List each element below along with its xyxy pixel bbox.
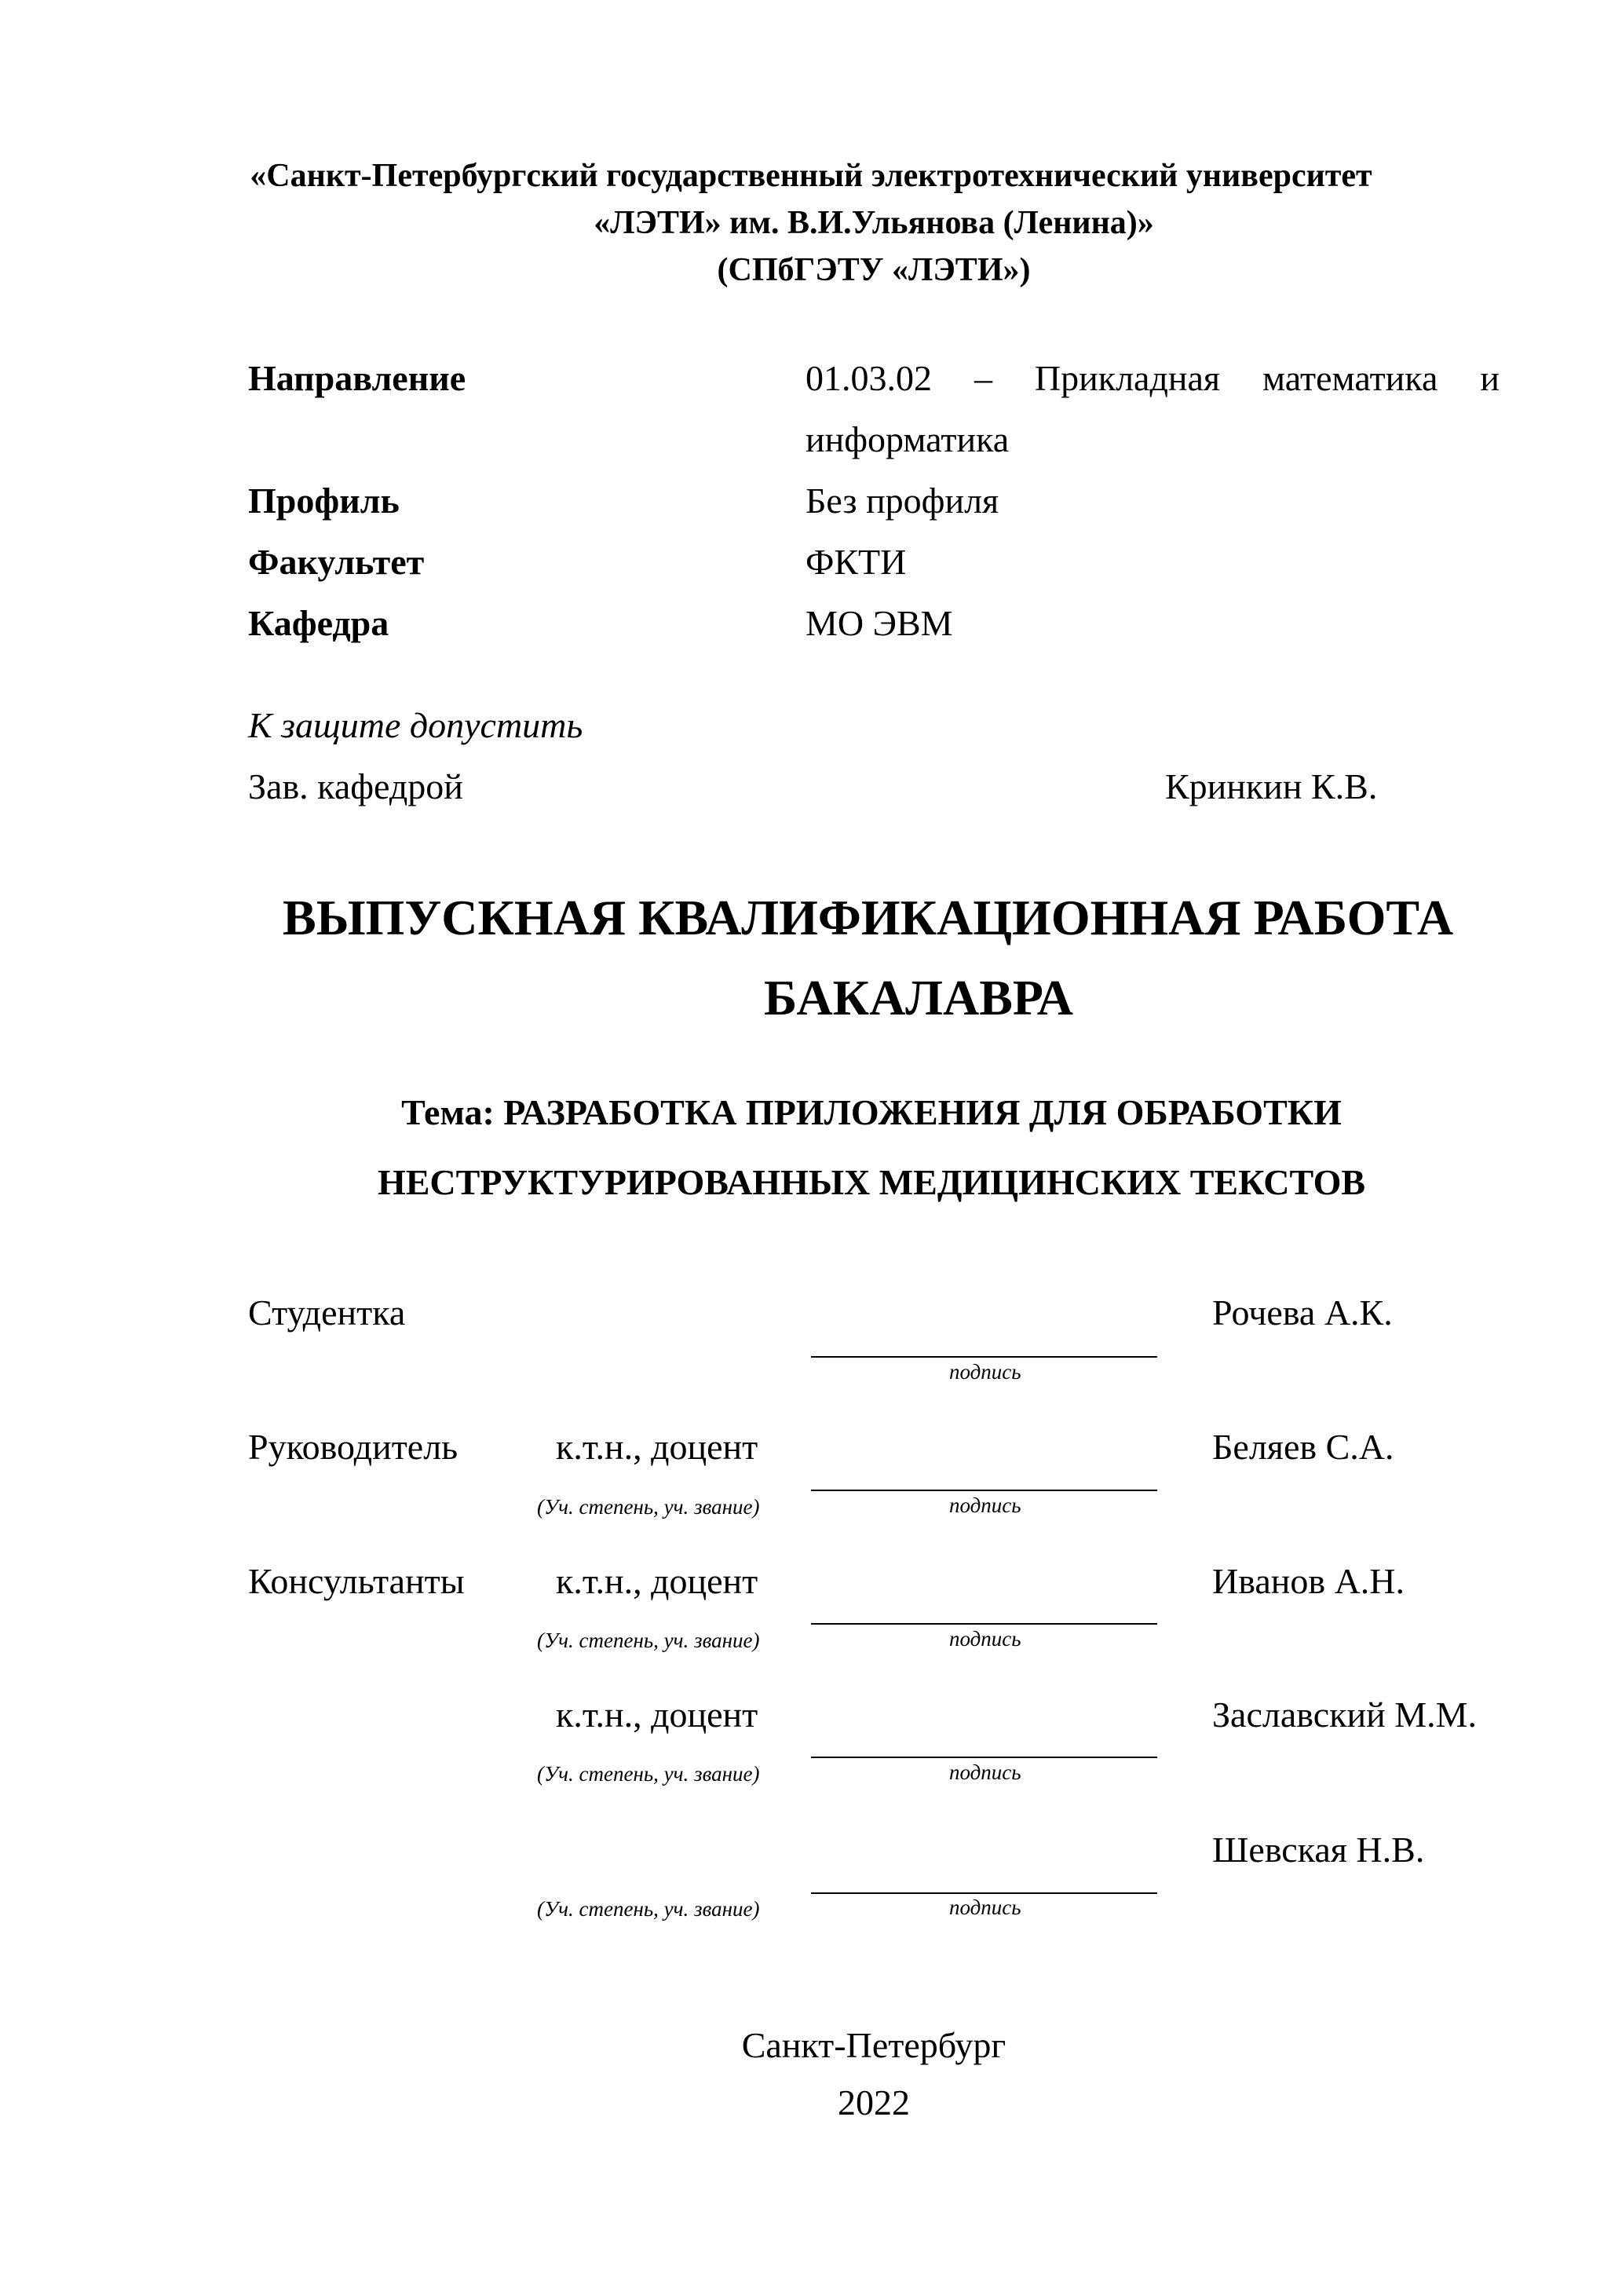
theme-line1: Тема: РАЗРАБОТКА ПРИЛОЖЕНИЯ ДЛЯ ОБРАБОТКИ	[401, 1092, 1342, 1132]
consultant2-name: Заславский М.М.	[1212, 1695, 1478, 1735]
consultant2-degree: к.т.н., доцент	[556, 1695, 758, 1735]
student-name: Рочева А.К.	[1212, 1292, 1393, 1333]
supervisor-signature-line	[811, 1490, 1157, 1491]
profile-value: Без профиля	[806, 481, 999, 521]
consultant2-degree-caption: (Уч. степень, уч. звание)	[537, 1762, 760, 1786]
direction-word3: и	[1480, 358, 1500, 398]
supervisor-label: Руководитель	[248, 1427, 458, 1467]
university-abbreviation: (СПбГЭТУ «ЛЭТИ»)	[717, 252, 1031, 288]
department-value: МО ЭВМ	[806, 603, 953, 643]
direction-value-line1	[806, 357, 1500, 399]
student-signature-line	[811, 1356, 1157, 1358]
consultant3-signature-caption: подпись	[949, 1896, 1021, 1919]
direction-value-line2: информатика	[806, 419, 1010, 459]
direction-code: 01.03.02	[806, 358, 932, 398]
supervisor-degree-caption: (Уч. степень, уч. звание)	[537, 1495, 760, 1519]
direction-word2: математика	[1262, 358, 1438, 398]
admit-to-defense: К защите допустить	[248, 705, 583, 745]
consultant2-signature-line	[811, 1757, 1157, 1758]
student-signature-caption: подпись	[949, 1360, 1021, 1384]
faculty-label: Факультет	[248, 542, 425, 582]
consultant1-degree-caption: (Уч. степень, уч. звание)	[537, 1629, 760, 1652]
direction-label: Направление	[248, 358, 466, 398]
profile-label: Профиль	[248, 481, 400, 521]
consultant1-signature-line	[811, 1623, 1157, 1625]
direction-word1: Прикладная	[1034, 358, 1221, 398]
work-title-line2: БАКАЛАВРА	[763, 970, 1074, 1026]
direction-dash: –	[974, 358, 992, 398]
year: 2022	[838, 2082, 910, 2122]
university-name-line2: «ЛЭТИ» им. В.И.Ульянова (Ленина)»	[594, 205, 1154, 241]
city: Санкт-Петербург	[741, 2025, 1006, 2065]
head-of-department-name: Кринкин К.В.	[1165, 766, 1378, 806]
consultant1-name: Иванов А.Н.	[1212, 1561, 1405, 1601]
student-label: Студентка	[248, 1292, 406, 1333]
consultant3-signature-line	[811, 1892, 1157, 1894]
consultant3-name: Шевская Н.В.	[1212, 1830, 1425, 1870]
consultant3-degree-caption: (Уч. степень, уч. звание)	[537, 1897, 760, 1921]
supervisor-signature-caption: подпись	[949, 1493, 1021, 1517]
work-title-line1: ВЫПУСКНАЯ КВАЛИФИКАЦИОННАЯ РАБОТА	[283, 890, 1454, 945]
theme-line2: НЕСТРУКТУРИРОВАННЫХ МЕДИЦИНСКИХ ТЕКСТОВ	[377, 1162, 1366, 1202]
department-label: Кафедра	[248, 603, 389, 643]
consultants-label: Консультанты	[248, 1561, 465, 1601]
supervisor-degree: к.т.н., доцент	[556, 1427, 758, 1467]
supervisor-name: Беляев С.А.	[1212, 1427, 1394, 1467]
university-name-line1: «Санкт-Петербургский государственный электротехнический университет	[250, 158, 1372, 194]
head-of-department-label: Зав. кафедрой	[248, 766, 463, 806]
consultant2-signature-caption: подпись	[949, 1760, 1021, 1784]
faculty-value: ФКТИ	[806, 542, 907, 582]
consultant1-signature-caption: подпись	[949, 1627, 1021, 1651]
consultant1-degree: к.т.н., доцент	[556, 1561, 758, 1601]
